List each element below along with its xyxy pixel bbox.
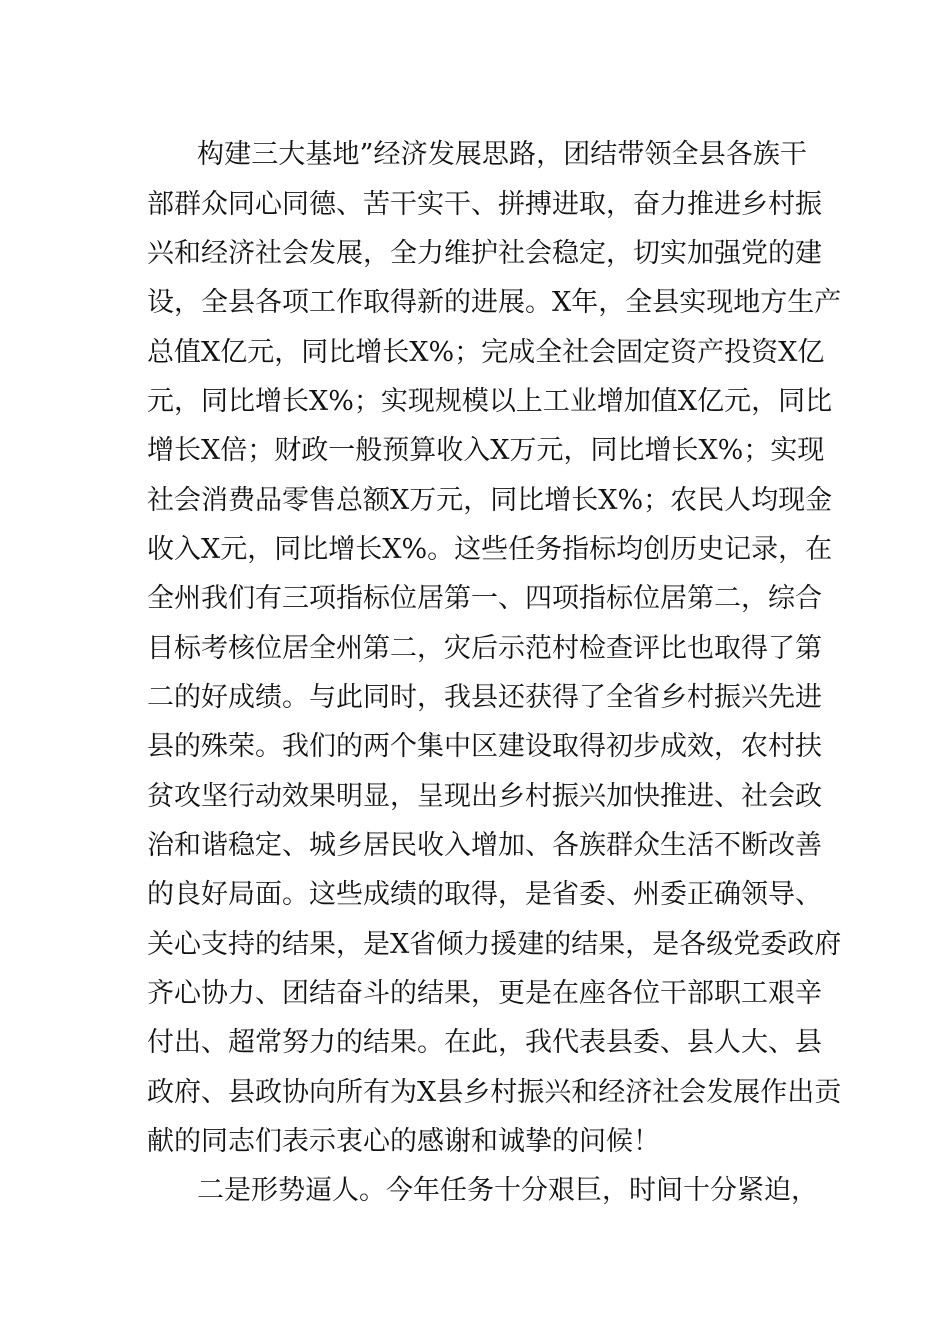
text-line: 齐心协力、团结奋斗的结果，更是在座各位干部职工艰辛 bbox=[147, 978, 822, 1009]
text-line: 目标考核位居全州第二，灾后示范村检查评比也取得了第 bbox=[147, 633, 822, 664]
text-line: 兴和经济社会发展，全力维护社会稳定，切实加强党的建 bbox=[147, 238, 822, 269]
text-line: 付出、超常努力的结果。在此，我代表县委、县人大、县 bbox=[147, 1027, 822, 1058]
text-line: 部群众同心同德、苦干实干、拼搏进取，奋力推进乡村振 bbox=[147, 189, 822, 220]
text-line: 收入X元，同比增长X%。这些任务指标均创历史记录，在 bbox=[147, 534, 833, 565]
text-line: 总值X亿元，同比增长X%；完成全社会固定资产投资X亿 bbox=[147, 337, 825, 368]
text-line: 关心支持的结果，是X省倾力援建的结果，是各级党委政府 bbox=[147, 929, 842, 960]
text-line: 社会消费品零售总额X万元，同比增长X%；农民人均现金 bbox=[147, 485, 833, 516]
text-line: 元，同比增长X%；实现规模以上工业增加值X亿元，同比 bbox=[147, 386, 833, 417]
text-line: 设，全县各项工作取得新的进展。X年，全县实现地方生产 bbox=[147, 287, 842, 318]
text-line: 政府、县政协向所有为X县乡村振兴和经济社会发展作出贡 bbox=[147, 1077, 842, 1108]
text-line: 增长X倍；财政一般预算收入X万元，同比增长X%；实现 bbox=[147, 435, 825, 466]
text-line: 的良好局面。这些成绩的取得，是省委、州委正确领导、 bbox=[147, 879, 822, 910]
text-line: 二是形势逼人。今年任务十分艰巨，时间十分紧迫， bbox=[197, 1175, 818, 1206]
text-line: 县的殊荣。我们的两个集中区建设取得初步成效，农村扶 bbox=[147, 731, 822, 762]
text-line: 治和谐稳定、城乡居民收入增加、各族群众生活不断改善 bbox=[147, 830, 822, 861]
text-line: 构建三大基地”经济发展思路，团结带领全县各族干 bbox=[197, 139, 807, 170]
text-line: 全州我们有三项指标位居第一、四项指标位居第二，综合 bbox=[147, 583, 822, 614]
text-line: 献的同志们表示衷心的感谢和诚挚的问候！ bbox=[147, 1126, 660, 1157]
text-line: 二的好成绩。与此同时，我县还获得了全省乡村振兴先进 bbox=[147, 682, 822, 713]
text-line: 贫攻坚行动效果明显，呈现出乡村振兴加快推进、社会政 bbox=[147, 781, 822, 812]
